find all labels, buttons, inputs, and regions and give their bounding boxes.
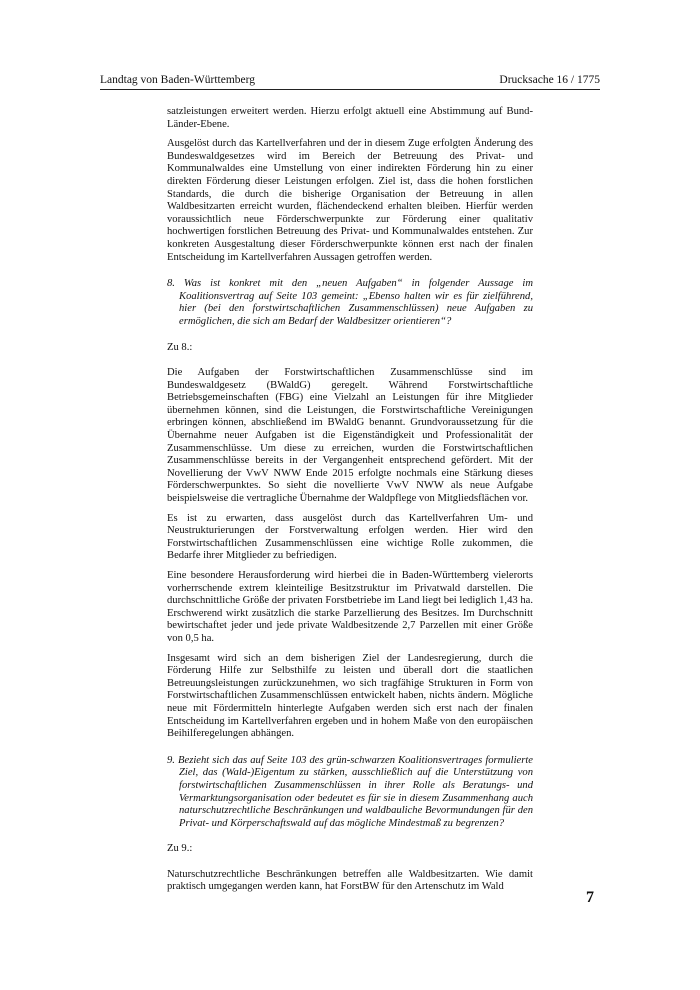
paragraph: satzleistungen erweitert werden. Hierzu erfolgt aktuell eine Abstimmung auf Bund-Länder-Ebene. bbox=[167, 106, 533, 130]
main-text bbox=[167, 106, 533, 901]
page-number: 7 bbox=[586, 889, 594, 906]
question-9: 9. Bezieht sich das auf Seite 103 des grün-schwarzen Koalitionsvertrages formulierte Ziel, das (Wald-)Eigentum zu stärken, ausschließlich auf die Unterstützung von forstwirtschaftlichen Zusammenschlüssen in ihrer Rolle als Beratungs- und Vermarktungsorganisation oder bedeutet es für sie in diesem Zusammenhang auch naturschutzrechtliche Beschränkungen und waldbauliche Bevormundungen für den Privat- und Körperschaftswald auf das mögliche Mindestmaß zu begrenzen? bbox=[167, 754, 533, 829]
paragraph: Eine besondere Herausforderung wird hierbei die in Baden-Württemberg vielerorts vorherrschende extrem kleinteilige Besitzstruktur im Privatwald darstellen. Die durchschnittliche Größe der privaten Forstbetriebe im Land liegt bei lediglich 1,43 ha. Erschwerend wirkt zusätzlich die starke Parzellierung des Besitzes. Im Durchschnitt bewirtschaftet jeder und jede private Waldbesitzende 2,7 Parzellen mit einer Größe von 0,5 ha. bbox=[167, 570, 533, 644]
question-8: 8. Was ist konkret mit den „neuen Aufgaben“ in folgender Aussage im Koalitionsvertrag auf Seite 103 gemeint: „Ebenso halten wir es für zielführend, hier (bei den forstwirtschaftlichen Zusammenschlüssen) neue Aufgaben zu ermöglichen, die sich am Bedarf der Waldbesitzer orientieren“? bbox=[167, 278, 533, 327]
header-divider bbox=[100, 89, 600, 90]
answer-8-label: Zu 8.: bbox=[167, 341, 193, 353]
header-publisher: Landtag von Baden-Württemberg bbox=[100, 74, 255, 86]
paragraph: Die Aufgaben der Forstwirtschaftlichen Zusammenschlüsse sind im Bundeswaldgesetz (BWaldG) geregelt. Während Forstwirtschaftliche Betriebsgemeinschaften (FBG) eine Vielzahl an Leistungen für ihre Mitglieder übernehmen können, sind die Leistungen, die Forstwirtschaftliche Vereinigungen erbringen können, abschließend im BWaldG benannt. Grundvoraussetzung für die Übernahme neuer Aufgaben ist die Eigenständigkeit und Professionalität der Zusammenschlüsse. Um diese zu erreichen, wurden die Forstwirtschaftlichen Zusammenschlüsse bereits in der Vergangenheit entsprechend gefördert. Mit der Novellierung der VwV NWW Ende 2015 erfolgte nochmals eine Stärkung dieses Förderschwerpunktes. So sieht die novellierte VwV NWW als neue Aufgabe beispielsweise die vertragliche Übernahme der Waldpflege von Mitgliedsflächen vor. bbox=[167, 367, 533, 505]
header-document-number: Drucksache 16 / 1775 bbox=[499, 74, 600, 86]
paragraph: Insgesamt wird sich an dem bisherigen Ziel der Landesregierung, durch die Förderung Hilfe zur Selbsthilfe zu leisten und überall dort die staatlichen Betreuungsleistungen zurückzunehmen, wo sich tragfähige Strukturen in Form von Forstwirtschaftlichen Zusammenschlüssen entwickelt haben, nichts ändern. Mögliche neue mit Fördermitteln hinterlegte Aufgaben werden sich erst nach der finalen Entscheidung im Kartellverfahren ergeben und in hohem Maße von den europäischen Beihilferegelungen abhängen. bbox=[167, 652, 533, 740]
paragraph: Naturschutzrechtliche Beschränkungen betreffen alle Waldbesitzarten. Wie damit praktisch umgegangen werden kann, hat ForstBW für den Artenschutz im Wald bbox=[167, 868, 533, 893]
paragraph: Ausgelöst durch das Kartellverfahren und der in diesem Zuge erfolgten Änderung des Bundeswaldgesetzes wird im Bereich der Betreuung des Privat- und Kommunalwaldes eine Umstellung von einer indirekten Förderung hin zu einer direkten Förderung dieser Leistungen erfolgen. Ziel ist, dass die hohen forstlichen Standards, die durch die bisherige Organisation der Betreuung in allen Waldbesitzarten erreicht wurden, flächendeckend erhalten bleiben. Hierfür werden voraussichtlich neue Förderschwerpunkte zur Förderung einer qualitativ hochwertigen forstlichen Betreuung des Privat- und Kommunalwaldes entstehen. Zur konkreten Ausgestaltung dieser Förderschwerpunkte können erst nach der finalen Entscheidung im Kartellverfahren Aussagen getroffen werden. bbox=[167, 138, 533, 263]
page-header bbox=[100, 73, 600, 87]
paragraph: Es ist zu erwarten, dass ausgelöst durch das Kartellverfahren Um- und Neustrukturierungen der Forstverwaltung erfolgen werden. Hier wird den Forstwirtschaftlichen Zusammenschlüssen eine wichtige Rolle zukommen, die Bedarfe ihrer Mitglieder zu befriedigen. bbox=[167, 512, 533, 562]
answer-9-label: Zu 9.: bbox=[167, 843, 193, 855]
